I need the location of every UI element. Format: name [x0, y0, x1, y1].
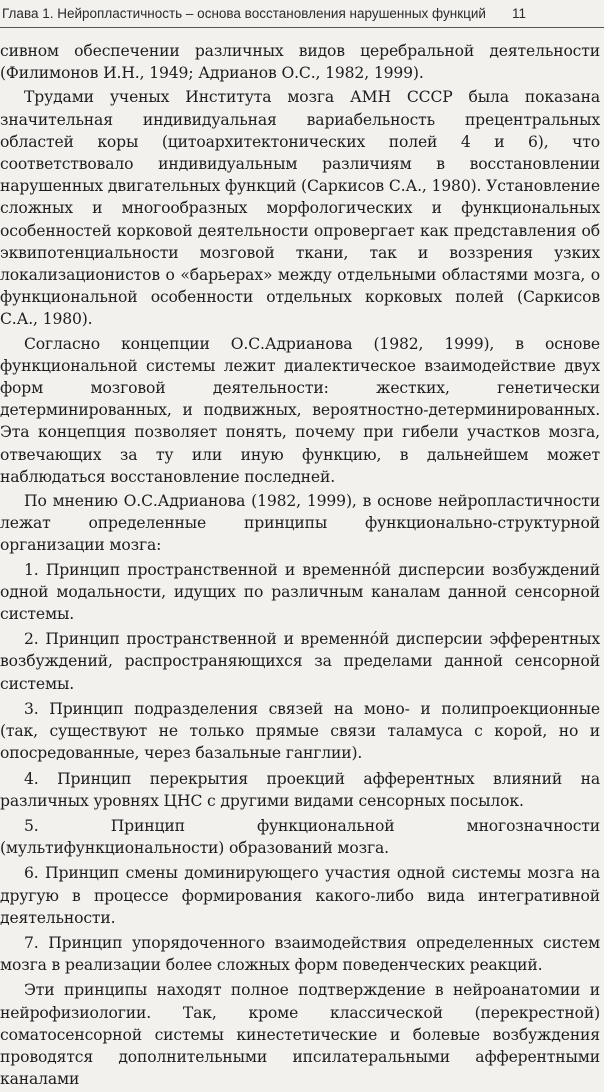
running-header — [0, 4, 604, 26]
paragraph: Согласно концепции О.С.Адрианова (1982, 1999), в основе функциональной системы лежит диалектическое взаимодействие двух форм мозговой деятельности: жестких, генетически детерминированных, и подвижных, вероятностно-детерминированных. Эта концепция позволяет понять, почему при гибели участков мозга, отвечающих за ту или иную функцию, в дальнейшем может наблюдаться восстановление последней. — [0, 334, 600, 486]
principle-item: 6. Принцип смены доминирующего участия одной системы мозга на другую в процессе формирования какого-либо вида интегративной деятельности. — [0, 864, 600, 927]
paragraph: Трудами ученых Института мозга АМН СССР была показана значительная индивидуальная вариабельность прецентральных областей коры (цитоархитектонических полей 4 и 6), что соответствовало индивидуальным различиям в восстановлении нарушенных двигательных функций (Саркисов С.А., 1980). Установление сложных и многообразных морфологических и функциональных особенностей корковой деятельности опровергает как представления об эквипотенциальности мозговой ткани, так и воззрения узких локализационистов о «барьерах» между отдельными областями мозга, о функциональной особенности отдельных корковых полей (Саркисов С.А., 1980). — [0, 88, 600, 329]
paragraph: сивном обеспечении различных видов церебральной деятельности (Филимонов И.Н., 1949; Адрианов О.С., 1982, 1999). — [0, 42, 600, 83]
principle-item: 7. Принцип упорядоченного взаимодействия определенных систем мозга в реализации более сложных форм поведенческих реакций. — [0, 933, 600, 975]
principle-item: 3. Принцип подразделения связей на моно- и полипроекционные (так, существуют не только прямые связи таламуса с корой, но и опосредованные, через базальные ганглии). — [0, 699, 600, 763]
paragraph: По мнению О.С.Адрианова (1982, 1999), в основе нейропластичности лежат определенные принципы функционально-структурной организации мозга: — [0, 492, 600, 555]
principle-item: 1. Принцип пространственной и временнóй дисперсии возбуждений одной модальности, идущих по различным каналам данной сенсорной системы. — [0, 560, 600, 624]
page-number: 11 — [511, 6, 526, 21]
principle-item: 2. Принцип пространственной и временнóй дисперсии эфферентных возбуждений, распространяющихся за пределами данной сенсорной системы. — [0, 630, 600, 693]
principle-item: 5. Принцип функциональной многозначности (мультифункциональности) образований мозга. — [0, 816, 600, 858]
body-text — [0, 40, 600, 1092]
paragraph: Эти принципы находят полное подтверждение в нейроанатомии и нейрофизиологии. Так, кроме классической (перекрестной) соматосенсорной системы кинестетические и болевые возбуждения проводятся дополнительными ипсилатеральными афферентными каналами — [0, 981, 600, 1089]
header-rule — [0, 27, 604, 28]
chapter-title: Глава 1. Нейропластичность – основа восстановления нарушенных функций — [2, 6, 486, 21]
principle-item: 4. Принцип перекрытия проекций афферентных влияний на различных уровнях ЦНС с другими видами сенсорных посылок. — [0, 769, 600, 810]
